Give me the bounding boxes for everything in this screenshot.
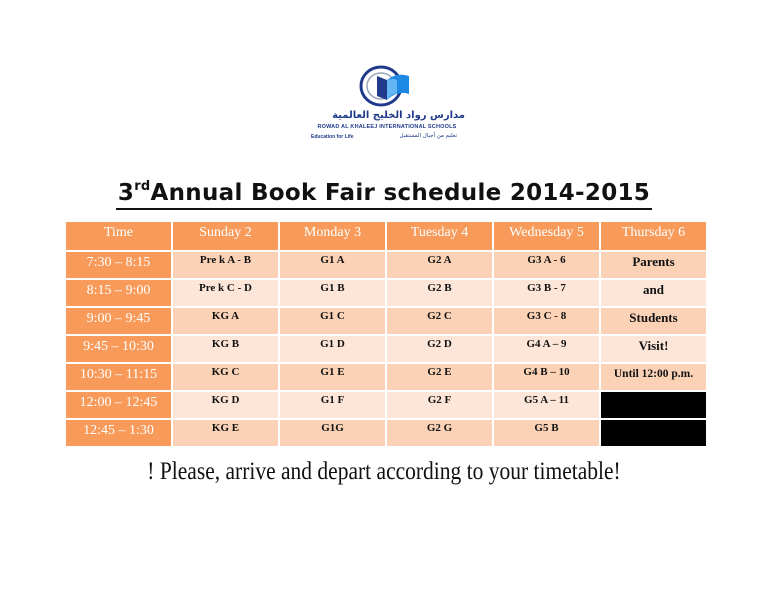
schedule-table [64,220,708,448]
logo-tagline-english: Education for Life [311,134,354,140]
wednesday-cell: G5 B [493,419,600,447]
wednesday-cell: G3 C - 8 [493,307,600,335]
header-time: Time [65,221,172,251]
school-logo [305,64,465,144]
time-slot: 9:45 – 10:30 [65,335,172,363]
header-sunday: Sunday 2 [172,221,279,251]
monday-cell: G1 A [279,251,386,279]
thursday-cell: Until 12:00 p.m. [600,363,707,391]
tuesday-cell: G2 B [386,279,493,307]
monday-cell: G1G [279,419,386,447]
header-thursday: Thursday 6 [600,221,707,251]
wednesday-cell: G3 A - 6 [493,251,600,279]
sunday-cell: KG E [172,419,279,447]
thursday-cell: Visit! [600,335,707,363]
monday-cell: G1 E [279,363,386,391]
footer-notice: ! Please, arrive and depart according to your timetable! [147,458,621,485]
logo-tagline-arabic: تعليم من أجيال المستقبل [399,133,457,139]
time-slot: 12:00 – 12:45 [65,391,172,419]
title-ordinal-suffix: rd [134,179,151,194]
sunday-cell: KG B [172,335,279,363]
tuesday-cell: G2 D [386,335,493,363]
time-slot: 9:00 – 9:45 [65,307,172,335]
sunday-cell: Pre k C - D [172,279,279,307]
thursday-cell: Students [600,307,707,335]
time-slot: 12:45 – 1:30 [65,419,172,447]
table-header-row [65,221,707,251]
sunday-cell: Pre k A - B [172,251,279,279]
table-row [65,335,707,363]
table-row [65,419,707,447]
monday-cell: G1 D [279,335,386,363]
sunday-cell: KG C [172,363,279,391]
header-tuesday: Tuesday 4 [386,221,493,251]
table-row [65,307,707,335]
wednesday-cell: G4 B – 10 [493,363,600,391]
table-row [65,391,707,419]
table-row [65,279,707,307]
tuesday-cell: G2 F [386,391,493,419]
thursday-cell: and [600,279,707,307]
thursday-blocked-cell [600,391,707,419]
title-ordinal: 3 [117,180,135,206]
tuesday-cell: G2 E [386,363,493,391]
time-slot: 7:30 – 8:15 [65,251,172,279]
sunday-cell: KG A [172,307,279,335]
header-wednesday: Wednesday 5 [493,221,600,251]
logo-english-name: ROWAD AL KHALEEJ INTERNATIONAL SCHOOLS [317,124,457,130]
monday-cell: G1 B [279,279,386,307]
page-title [0,172,768,210]
logo-arabic-name: مدارس رواد الخليج العالمية [332,110,465,121]
thursday-blocked-cell [600,419,707,447]
wednesday-cell: G4 A – 9 [493,335,600,363]
table-row [65,363,707,391]
header-monday: Monday 3 [279,221,386,251]
monday-cell: G1 C [279,307,386,335]
thursday-cell: Parents [600,251,707,279]
monday-cell: G1 F [279,391,386,419]
book-emblem-icon [357,64,413,108]
wednesday-cell: G5 A – 11 [493,391,600,419]
time-slot: 10:30 – 11:15 [65,363,172,391]
time-slot: 8:15 – 9:00 [65,279,172,307]
tuesday-cell: G2 G [386,419,493,447]
tuesday-cell: G2 A [386,251,493,279]
wednesday-cell: G3 B - 7 [493,279,600,307]
table-row [65,251,707,279]
tuesday-cell: G2 C [386,307,493,335]
sunday-cell: KG D [172,391,279,419]
title-text: Annual Book Fair schedule 2014-2015 [150,180,651,206]
